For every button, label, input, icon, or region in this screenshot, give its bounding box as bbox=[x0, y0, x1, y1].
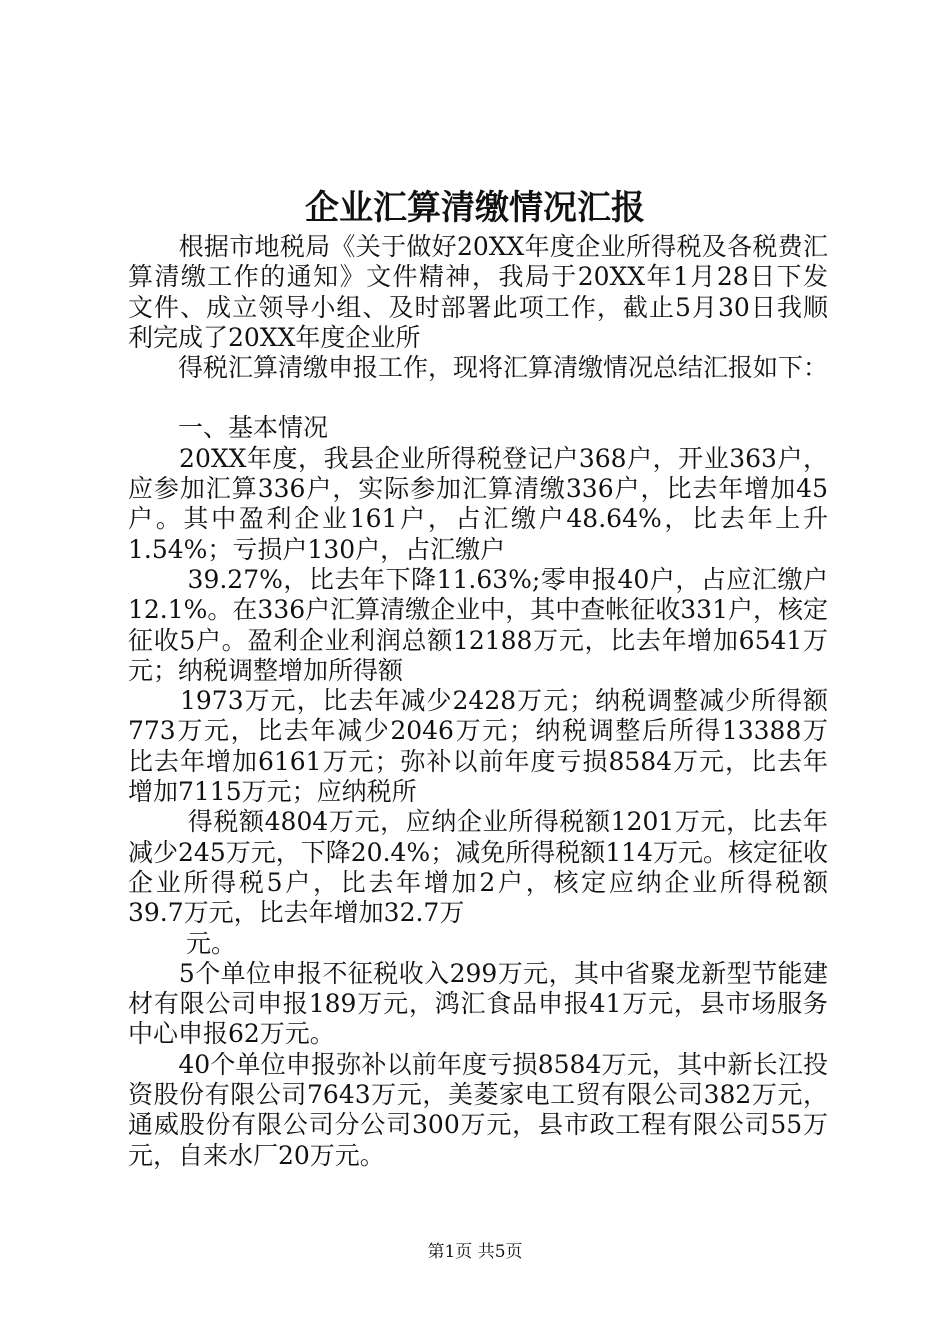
body-line: 39.7万元，比去年增加32.7万 bbox=[128, 898, 465, 928]
body-line: 减少245万元，下降20.4%；减免所得税额114万元。核定征收 bbox=[128, 837, 828, 867]
body-line: 文件、成立领导小组、及时部署此项工作，截止5月30日我顺 bbox=[128, 292, 828, 322]
body-line: 39.27%，比去年下降11.63%;零申报40户，占应汇缴户 bbox=[128, 564, 828, 594]
body-line: 算清缴工作的通知》文件精神，我局于20XX年1月28日下发 bbox=[128, 262, 828, 292]
body-line: 根据市地税局《关于做好20XX年度企业所得税及各税费汇 bbox=[128, 232, 828, 261]
body-line: 元。 bbox=[128, 928, 236, 958]
body-line: 12.1%。在336户汇算清缴企业中，其中查帐征收331户，核定 bbox=[128, 595, 828, 625]
body-line: 得税额4804万元，应纳企业所得税额1201万元，比去年 bbox=[128, 807, 828, 837]
body-line: 企业所得税5户，比去年增加2户，核定应纳企业所得税额 bbox=[128, 867, 828, 897]
body-line: 材有限公司申报189万元，鸿汇食品申报41万元，县市场服务 bbox=[128, 989, 828, 1019]
section-heading: 一、基本情况 bbox=[128, 413, 329, 443]
body-line: 5个单位申报不征税收入299万元，其中省聚龙新型节能建 bbox=[128, 958, 828, 988]
body-line: 1973万元，比去年减少2428万元；纳税调整减少所得额 bbox=[128, 686, 828, 716]
body-line: 元，自来水厂20万元。 bbox=[128, 1140, 385, 1170]
body-line: 户。其中盈利企业161户，占汇缴户48.64%，比去年上升 bbox=[128, 504, 828, 534]
body-line: 资股份有限公司7643万元，美菱家电工贸有限公司382万元， bbox=[128, 1080, 828, 1110]
body-line: 比去年增加6161万元；弥补以前年度亏损8584万元，比去年 bbox=[128, 746, 828, 776]
body-line: 得税汇算清缴申报工作，现将汇算清缴情况总结汇报如下： bbox=[128, 353, 829, 383]
body-line: 利完成了20XX年度企业所 bbox=[128, 322, 421, 352]
body-line: 中心申报62万元。 bbox=[128, 1019, 335, 1049]
blank-line bbox=[128, 383, 828, 413]
body-line: 1.54%；亏损户130户，占汇缴户 bbox=[128, 534, 506, 564]
document-body bbox=[128, 232, 828, 1171]
body-line: 增加7115万元；应纳税所 bbox=[128, 777, 417, 807]
body-line: 通威股份有限公司分公司300万元，县市政工程有限公司55万 bbox=[128, 1110, 828, 1140]
page-footer: 第1页 共5页 bbox=[427, 1242, 523, 1262]
body-line: 773万元，比去年减少2046万元；纳税调整后所得13388万 bbox=[128, 716, 828, 746]
body-line: 40个单位申报弥补以前年度亏损8584万元，其中新长江投 bbox=[128, 1049, 828, 1079]
body-line: 应参加汇算336户，实际参加汇算清缴336户，比去年增加45 bbox=[128, 474, 828, 504]
body-line: 征收5户。盈利企业利润总额12188万元，比去年增加6541万 bbox=[128, 625, 828, 655]
document-title: 企业汇算清缴情况汇报 bbox=[305, 188, 645, 228]
body-line: 20XX年度，我县企业所得税登记户368户，开业363户， bbox=[128, 443, 828, 473]
body-line: 元；纳税调整增加所得额 bbox=[128, 655, 404, 685]
